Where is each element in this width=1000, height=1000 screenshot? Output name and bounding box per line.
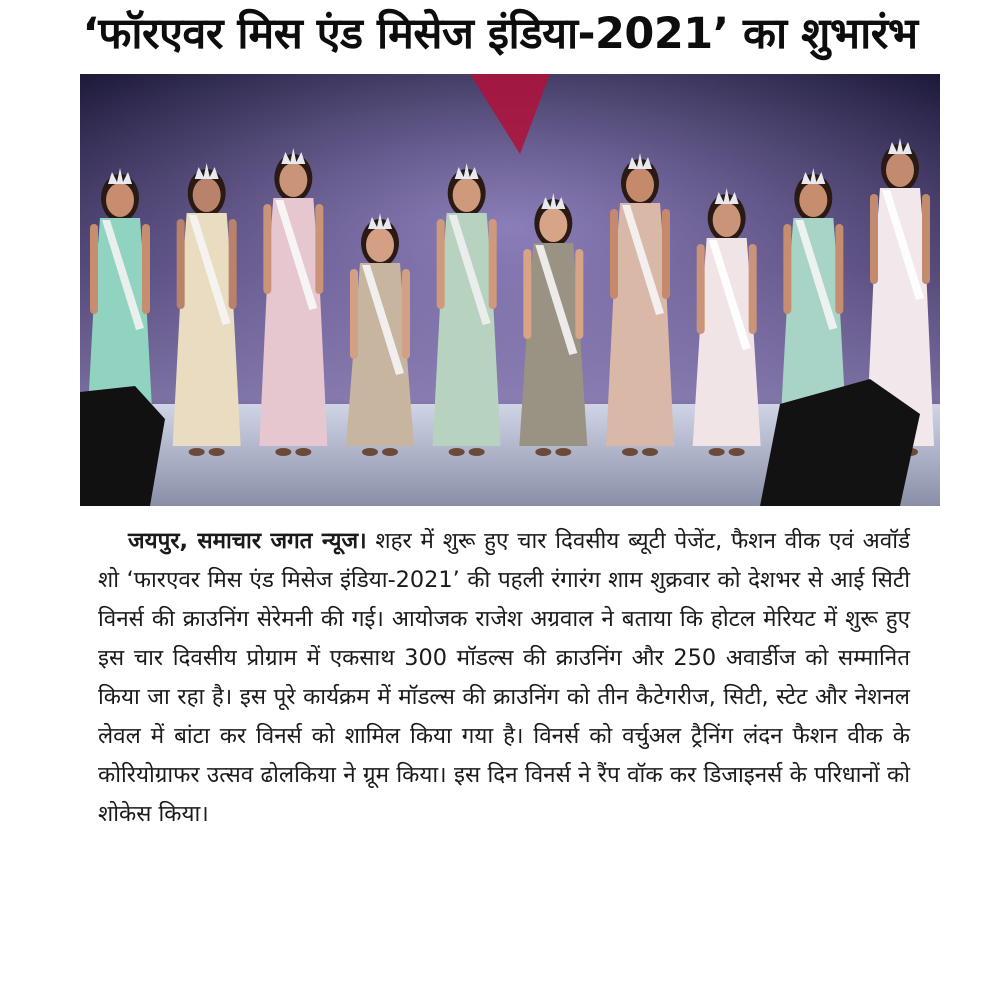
- article-dateline: जयपुर, समाचार जगत न्यूज।: [128, 528, 367, 554]
- event-photo-illustration: [80, 74, 940, 506]
- event-photo: [80, 74, 940, 506]
- headline: ‘फॉरएवर मिस एंड मिसेज इंडिया-2021’ का शुभारंभ: [82, 9, 918, 59]
- article-body: [98, 522, 910, 834]
- article-text: शहर में शुरू हुए चार दिवसीय ब्यूटी पेजेंट, फैशन वीक एवं अवॉर्ड शो ‘फारएवर मिस एंड मिसेज इंडिया-2021’ की पहली रंगारंग शाम शुक्रवार को देशभर से आई सिटी विनर्स की क्राउनिंग सेरेमनी की गई। आयोजक राजेश अग्रवाल ने बताया कि होटल मेरियट में शुरू हुए इस चार दिवसीय प्रोग्राम में एकसाथ 300 मॉडल्स की क्राउनिंग और 250 अवार्डीज को सम्मानित किया जा रहा है। इस पूरे कार्यक्रम में मॉडल्स की क्राउनिंग को तीन कैटेगरीज, सिटी, स्टेट और नेशनल लेवल में बांटा कर विनर्स को शामिल किया गया है। विनर्स को वर्चुअल ट्रैनिंग लंदन फैशन वीक के कोरियोग्राफर उत्सव ढोलकिया ने ग्रूम किया। इस दिन विनर्स ने रैंप वॉक कर डिजाइनर्स के परिधानों को शोकेस किया।: [98, 528, 910, 827]
